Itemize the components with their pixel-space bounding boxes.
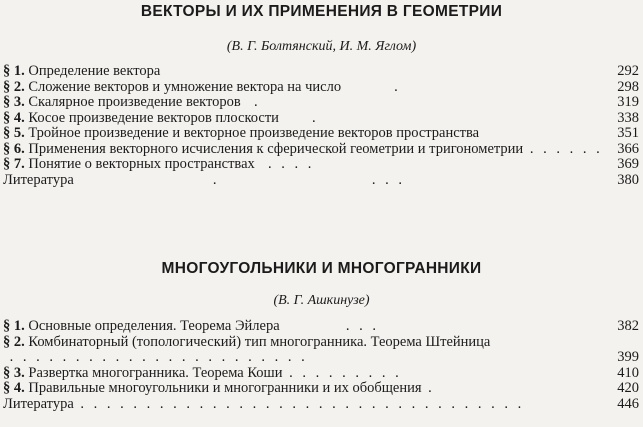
entry-label: Сложение векторов и умножение вектора на число <box>24 78 342 95</box>
entry-page: 366 <box>617 140 639 157</box>
entry-number: § 1. <box>3 318 25 334</box>
toc-entry[interactable] <box>0 335 643 366</box>
section-title-vectors: ВЕКТОРЫ И ИХ ПРИМЕНЕНИЯ В ГЕОМЕТРИИ <box>140 3 503 20</box>
entry-label: Развертка многогранника. Теорема Коши <box>24 364 283 381</box>
toc-entry[interactable] <box>0 397 643 413</box>
toc-entry[interactable] <box>0 319 643 335</box>
entry-label: Литература <box>3 395 74 412</box>
toc-entry[interactable] <box>0 111 643 127</box>
entry-number: § 4. <box>3 109 25 126</box>
leader-dots: . . . . <box>73 171 406 188</box>
entry-number: § 2. <box>3 333 25 350</box>
toc-list-polyhedra <box>0 319 643 412</box>
entry-number: § 1. <box>3 63 25 79</box>
entry-page: 338 <box>617 109 639 126</box>
entry-label: Применения векторного исчисления к сферической геометрии и тригонометрии <box>24 140 524 157</box>
entry-page: 319 <box>617 94 639 110</box>
toc-entry[interactable] <box>0 381 643 397</box>
section-title-polyhedra: МНОГОУГОЛЬНИКИ И МНОГОГРАННИКИ <box>161 260 482 277</box>
entry-label: Косое произведение векторов плоскости <box>24 109 279 126</box>
entry-number: § 6. <box>3 140 25 157</box>
toc-list-vectors <box>0 64 643 188</box>
leader-dots: . . . . . . <box>523 140 603 157</box>
leader-dots: . <box>278 109 319 126</box>
entry-page: 351 <box>617 125 639 141</box>
toc-entry[interactable] <box>0 95 643 111</box>
toc-entry[interactable] <box>0 142 643 158</box>
entry-page: 369 <box>617 156 639 172</box>
leader-dots: . . . . . . . . . <box>282 364 402 381</box>
entry-page: 298 <box>617 78 639 95</box>
leader-dots: . . . . . . . . . . . . . . . . . . . . . . . <box>3 349 308 365</box>
entry-number: § 3. <box>3 94 25 110</box>
entry-label: Скалярное произведение векторов <box>24 94 241 110</box>
toc-entry[interactable] <box>0 80 643 96</box>
leader-dots: . <box>421 380 435 396</box>
entry-label: Основные определения. Теорема Эйлера <box>24 318 280 334</box>
entry-label: Тройное произведение и векторное произведение векторов пространства <box>24 125 480 141</box>
entry-page: 399 <box>617 349 639 365</box>
section-authors-polyhedra: (В. Г. Ашкинузе) <box>273 293 370 308</box>
entry-label: Правильные многоугольники и многогранники и их обобщения <box>24 380 422 396</box>
entry-label: Комбинаторный (топологический) тип многогранника. Теорема Штейница <box>24 333 491 350</box>
entry-page: 410 <box>617 364 639 381</box>
toc-entry[interactable] <box>0 173 643 189</box>
leader-dots: . <box>341 78 401 95</box>
toc-entry[interactable] <box>0 126 643 142</box>
section-authors-vectors: (В. Г. Болтянский, И. М. Яглом) <box>226 39 417 54</box>
entry-number: § 5. <box>3 125 25 141</box>
entry-page: 380 <box>617 171 639 188</box>
leader-dots: . <box>240 94 261 110</box>
entry-page: 292 <box>617 63 639 79</box>
entry-page: 382 <box>617 318 639 334</box>
entry-number: § 7. <box>3 156 25 172</box>
entry-number: § 2. <box>3 78 25 95</box>
leader-dots: . . . <box>279 318 380 334</box>
leader-dots: . . . . <box>254 156 315 172</box>
toc-entry[interactable] <box>0 366 643 382</box>
toc-entry[interactable] <box>0 64 643 80</box>
entry-page: 420 <box>617 380 639 396</box>
entry-label: Определение вектора <box>24 63 161 79</box>
entry-number: § 4. <box>3 380 25 396</box>
toc-entry[interactable] <box>0 157 643 173</box>
entry-label: Понятие о векторных пространствах <box>24 156 255 172</box>
entry-label: Литература <box>3 171 74 188</box>
entry-number: § 3. <box>3 364 25 381</box>
leader-dots: . . . . . . . . . . . . . . . . . . . . . . . . . . . . . . . . . . <box>73 395 525 412</box>
entry-page: 446 <box>617 395 639 412</box>
